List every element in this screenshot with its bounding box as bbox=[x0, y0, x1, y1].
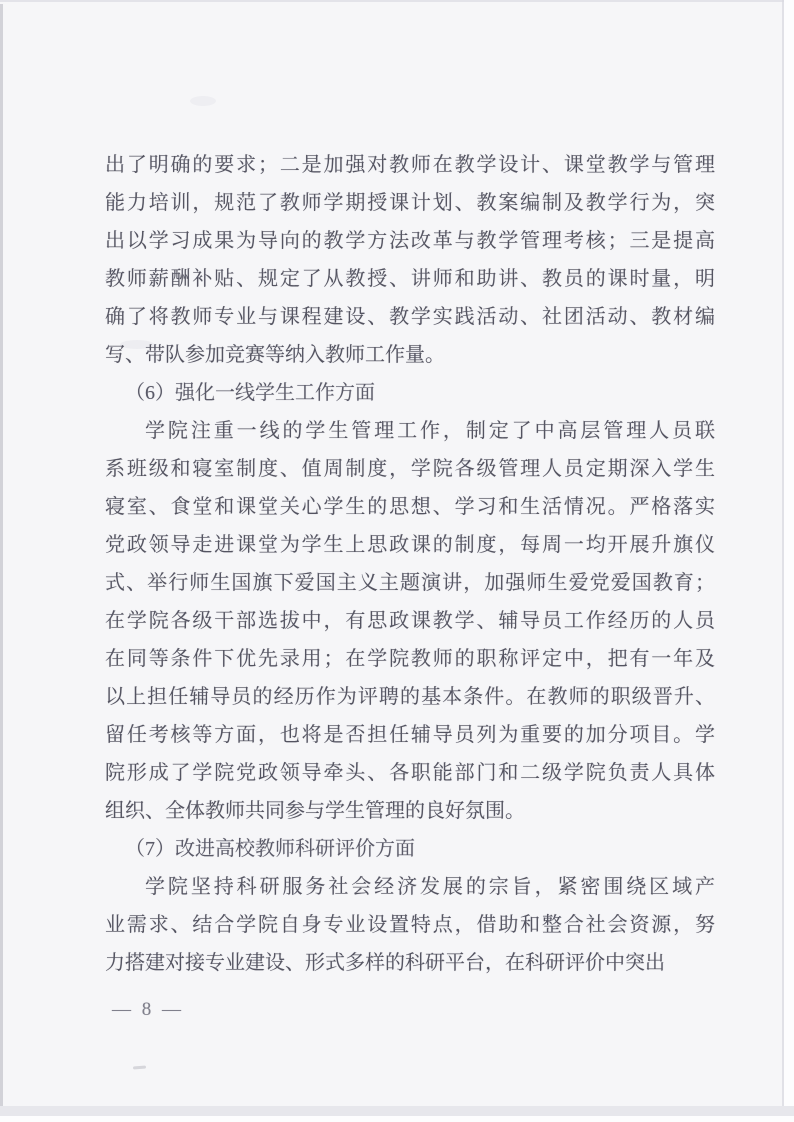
paragraph-continuation bbox=[105, 146, 715, 374]
scan-edge-right-margin bbox=[784, 0, 794, 1122]
scan-edge-bottom-margin bbox=[0, 1116, 794, 1122]
text-line: 系班级和寝室制度、值周制度，学院各级管理人员定期深入学生 bbox=[105, 458, 715, 480]
scan-edge-top bbox=[0, 0, 794, 2]
scan-edge-bottom bbox=[0, 1106, 794, 1116]
text-line: 力搭建对接专业建设、形式多样的科研平台，在科研评价中突出 bbox=[105, 952, 665, 974]
text-line: 组织、全体教师共同参与学生管理的良好氛围。 bbox=[105, 800, 525, 822]
text-line: 学院注重一线的学生管理工作，制定了中高层管理人员联 bbox=[145, 420, 715, 442]
text-line: 寝室、食堂和课堂关心学生的思想、学习和生活情况。严格落实 bbox=[105, 496, 715, 518]
text-line: 在学院各级干部选拔中，有思政课教学、辅导员工作经历的人员 bbox=[105, 610, 715, 632]
text-line: 留任考核等方面，也将是否担任辅导员列为重要的加分项目。学 bbox=[105, 724, 715, 746]
text-line: 在同等条件下优先录用；在学院教师的职称评定中，把有一年及 bbox=[105, 648, 715, 670]
text-line: 出了明确的要求；二是加强对教师在教学设计、课堂教学与管理 bbox=[105, 154, 715, 176]
text-line: 以上担任辅导员的经历作为评聘的基本条件。在教师的职级晋升、 bbox=[105, 686, 715, 708]
page-number: — 8 — bbox=[112, 999, 184, 1020]
paragraph-section-7 bbox=[105, 868, 715, 982]
text-line: 能力培训，规范了教师学期授课计划、教案编制及教学行为，突 bbox=[105, 192, 715, 214]
text-line: 业需求、结合学院自身专业设置特点，借助和整合社会资源，努 bbox=[105, 914, 715, 936]
text-line: 教师薪酬补贴、规定了从教授、讲师和助讲、教员的课时量，明 bbox=[105, 268, 715, 290]
document-text-block bbox=[105, 146, 715, 982]
scan-edge-left bbox=[0, 4, 3, 1116]
scan-smudge bbox=[190, 96, 216, 106]
paragraph-section-6 bbox=[105, 412, 715, 830]
text-line: 写、带队参加竞赛等纳入教师工作量。 bbox=[105, 344, 445, 366]
text-line: 党政领导走进课堂为学生上思政课的制度，每周一均开展升旗仪 bbox=[105, 534, 715, 556]
text-line: 式、举行师生国旗下爱国主义主题演讲，加强师生爱党爱国教育； bbox=[105, 572, 715, 594]
heading-section-7: （7）改进高校教师科研评价方面 bbox=[125, 838, 415, 860]
text-line: 出以学习成果为导向的教学方法改革与教学管理考核；三是提高 bbox=[105, 230, 715, 252]
scan-speck bbox=[133, 1066, 146, 1070]
heading-section-6: （6）强化一线学生工作方面 bbox=[125, 382, 375, 404]
text-line: 院形成了学院党政领导牵头、各职能部门和二级学院负责人具体 bbox=[105, 762, 715, 784]
text-line: 学院坚持科研服务社会经济发展的宗旨，紧密围绕区域产 bbox=[145, 876, 715, 898]
text-line: 确了将教师专业与课程建设、教学实践活动、社团活动、教材编 bbox=[105, 306, 715, 328]
